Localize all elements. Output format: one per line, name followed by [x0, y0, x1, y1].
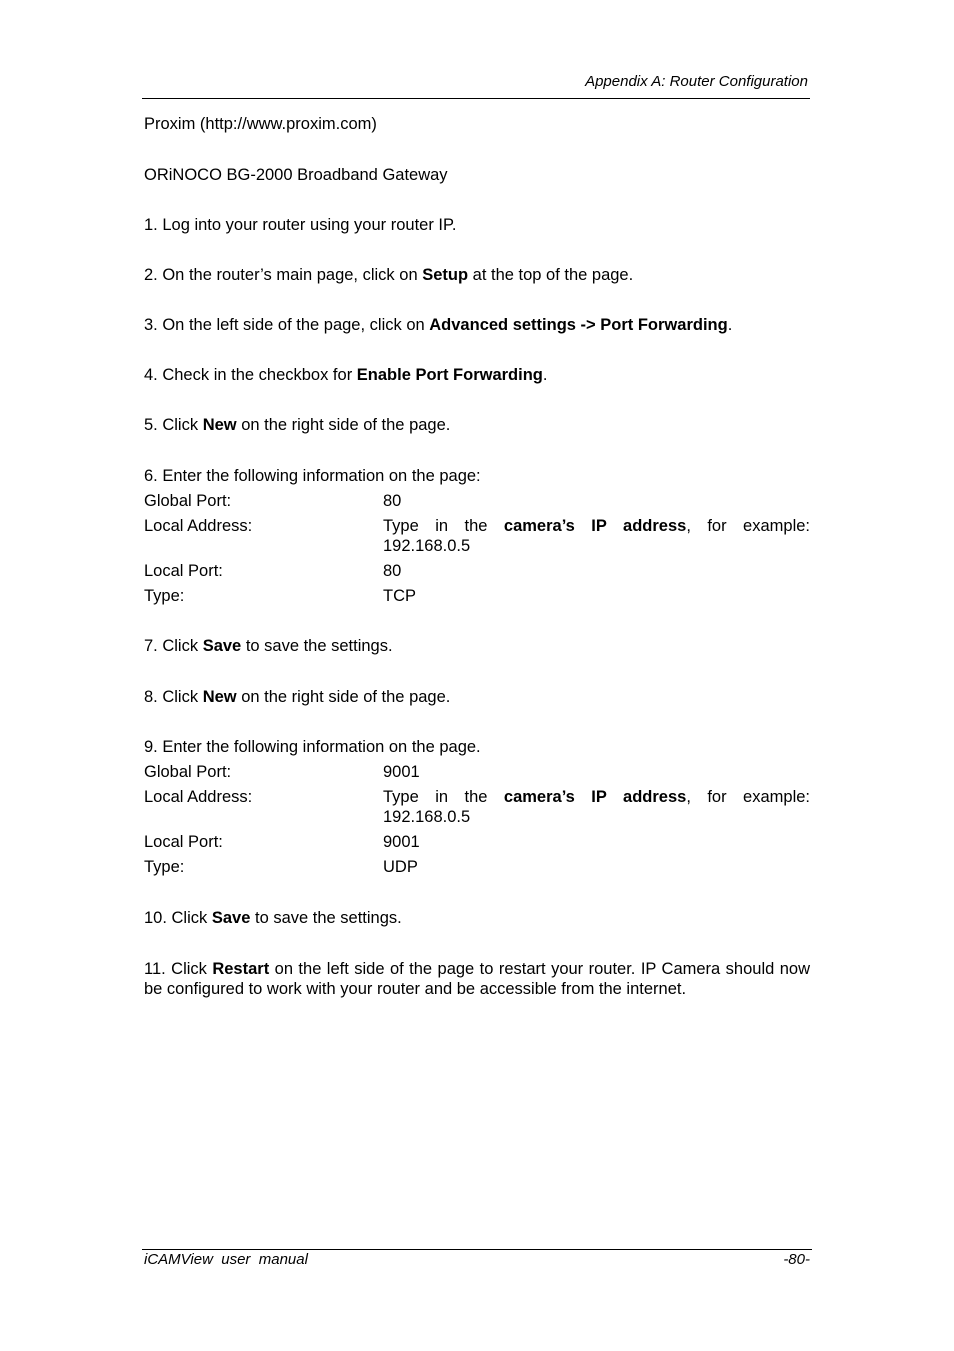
vendor-line: Proxim (http://www.proxim.com)	[144, 115, 377, 133]
t1-type-label: Type:	[144, 587, 185, 605]
t2-type-value: UDP	[383, 858, 418, 876]
page-number: -80-	[783, 1251, 810, 1268]
step-4: 4. Check in the checkbox for Enable Port Forwarding.	[144, 366, 548, 384]
t2-local-address-value: Type in the camera’s IP address, for example:	[383, 788, 810, 806]
step-8: 8. Click New on the right side of the page.	[144, 688, 451, 706]
footer-manual-title: iCAMView user manual	[144, 1251, 308, 1268]
t1-address-example: 192.168.0.5	[383, 537, 471, 555]
t1-global-port-label: Global Port:	[144, 492, 232, 510]
t2-local-port-value: 9001	[383, 833, 420, 851]
t1-local-port-value: 80	[383, 562, 402, 580]
footer-rule	[142, 1249, 812, 1250]
t2-global-port-value: 9001	[383, 763, 420, 781]
step-2: 2. On the router’s main page, click on Setup at the top of the page.	[144, 266, 634, 284]
step-9: 9. Enter the following information on the page.	[144, 738, 481, 756]
t1-local-address-label: Local Address:	[144, 517, 253, 535]
step-6: 6. Enter the following information on the page:	[144, 467, 481, 485]
t2-type-label: Type:	[144, 858, 185, 876]
header-rule	[142, 98, 810, 99]
t1-global-port-value: 80	[383, 492, 402, 510]
model-line: ORiNOCO BG-2000 Broadband Gateway	[144, 166, 448, 184]
step-1: 1. Log into your router using your router IP.	[144, 216, 457, 234]
step-5: 5. Click New on the right side of the page.	[144, 416, 451, 434]
t1-local-address-value: Type in the camera’s IP address, for example:	[383, 517, 810, 535]
step-10: 10. Click Save to save the settings.	[144, 909, 402, 927]
step-11: 11. Click Restart on the left side of the page to restart your router. IP Camera should now be configured to work with your router and be accessible from the internet.	[144, 960, 810, 998]
t2-address-example: 192.168.0.5	[383, 808, 471, 826]
t1-local-port-label: Local Port:	[144, 562, 223, 580]
t2-local-address-label: Local Address:	[144, 788, 253, 806]
t1-type-value: TCP	[383, 587, 416, 605]
step-7: 7. Click Save to save the settings.	[144, 637, 393, 655]
t2-global-port-label: Global Port:	[144, 763, 232, 781]
t2-local-port-label: Local Port:	[144, 833, 223, 851]
running-header: Appendix A: Router Configuration	[585, 73, 808, 90]
step-3: 3. On the left side of the page, click on Advanced settings -> Port Forwarding.	[144, 316, 733, 334]
